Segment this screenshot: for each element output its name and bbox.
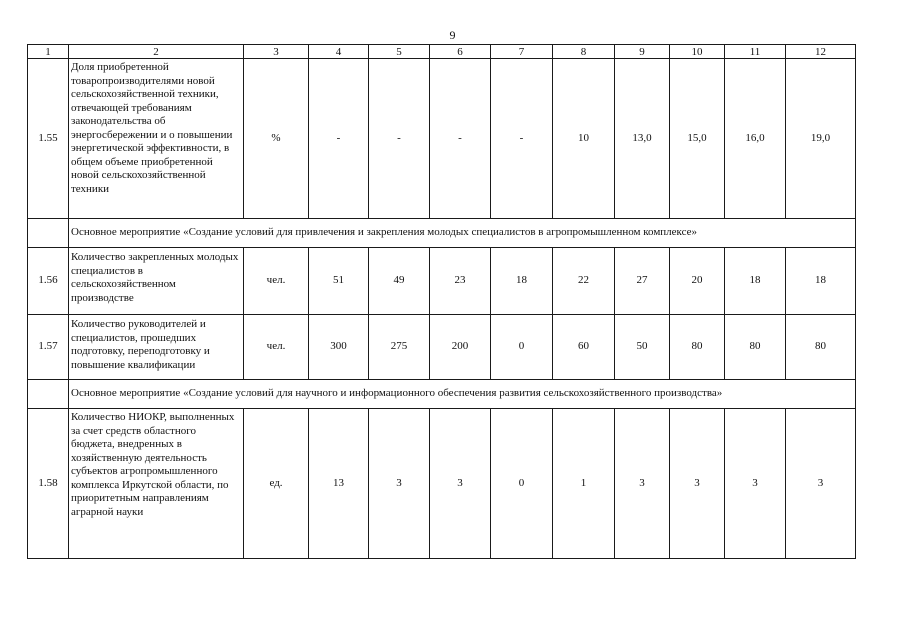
section-row: [28, 219, 856, 248]
value-cell: 3: [430, 409, 491, 559]
value-cell: 1: [553, 409, 615, 559]
column-header: 11: [725, 45, 786, 59]
indicator-name: Количество руководителей и специалистов, прошедших подготовку, переподготовку и повышение квалификации: [69, 315, 244, 380]
value-cell: 3: [786, 409, 856, 559]
unit-cell: %: [244, 59, 309, 219]
value-cell: 3: [615, 409, 670, 559]
table-row: [28, 315, 856, 380]
column-header: 10: [670, 45, 725, 59]
indicator-name: Количество НИОКР, выполненных за счет средств областного бюджета, внедренных в хозяйственную деятельность субъектов агропромышленного комплекса Иркутской области, по приоритетным направлениям аграрной науки: [69, 409, 244, 559]
value-cell: 80: [670, 315, 725, 380]
value-cell: 50: [615, 315, 670, 380]
value-cell: 80: [725, 315, 786, 380]
column-header: 3: [244, 45, 309, 59]
row-number: 1.57: [28, 315, 69, 380]
table-row: [28, 409, 856, 559]
value-cell: 0: [491, 409, 553, 559]
table-row: [28, 248, 856, 315]
page-number: 9: [449, 28, 456, 42]
value-cell: 23: [430, 248, 491, 315]
value-cell: -: [491, 59, 553, 219]
unit-cell: чел.: [244, 315, 309, 380]
value-cell: 13,0: [615, 59, 670, 219]
value-cell: 13: [309, 409, 369, 559]
value-cell: 300: [309, 315, 369, 380]
column-header: 12: [786, 45, 856, 59]
indicators-table: [27, 44, 856, 559]
table-row: [28, 59, 856, 219]
value-cell: 200: [430, 315, 491, 380]
value-cell: 18: [786, 248, 856, 315]
section-row: [28, 380, 856, 409]
value-cell: -: [369, 59, 430, 219]
section-title: Основное мероприятие «Создание условий для привлечения и закрепления молодых специалистов в агропромышленном комплексе»: [69, 219, 856, 248]
value-cell: 49: [369, 248, 430, 315]
value-cell: 19,0: [786, 59, 856, 219]
value-cell: 51: [309, 248, 369, 315]
column-header: 1: [28, 45, 69, 59]
column-header: 7: [491, 45, 553, 59]
value-cell: 16,0: [725, 59, 786, 219]
value-cell: 60: [553, 315, 615, 380]
column-header: 4: [309, 45, 369, 59]
value-cell: 27: [615, 248, 670, 315]
section-title: Основное мероприятие «Создание условий для научного и информационного обеспечения развития сельскохозяйственного производства»: [69, 380, 856, 409]
value-cell: 10: [553, 59, 615, 219]
value-cell: 80: [786, 315, 856, 380]
value-cell: 18: [491, 248, 553, 315]
value-cell: 18: [725, 248, 786, 315]
value-cell: 3: [725, 409, 786, 559]
indicator-name: Количество закрепленных молодых специалистов в сельскохозяйственном производстве: [69, 248, 244, 315]
value-cell: 3: [369, 409, 430, 559]
value-cell: 20: [670, 248, 725, 315]
column-header: 8: [553, 45, 615, 59]
indicator-name: Доля приобретенной товаропроизводителями новой сельскохозяйственной техники, отвечающей требованиям законодательства об энергосбережении и о повышении энергетической эффективности, в общем объеме приобретенной новой сельскохозяйственной техники: [69, 59, 244, 219]
column-number-row: [28, 45, 856, 59]
row-number: 1.56: [28, 248, 69, 315]
column-header: 9: [615, 45, 670, 59]
value-cell: 0: [491, 315, 553, 380]
row-number: [28, 219, 69, 248]
column-header: 2: [69, 45, 244, 59]
unit-cell: чел.: [244, 248, 309, 315]
unit-cell: ед.: [244, 409, 309, 559]
row-number: 1.58: [28, 409, 69, 559]
row-number: [28, 380, 69, 409]
value-cell: 15,0: [670, 59, 725, 219]
column-header: 5: [369, 45, 430, 59]
row-number: 1.55: [28, 59, 69, 219]
value-cell: 3: [670, 409, 725, 559]
value-cell: 275: [369, 315, 430, 380]
column-header: 6: [430, 45, 491, 59]
value-cell: -: [309, 59, 369, 219]
value-cell: -: [430, 59, 491, 219]
value-cell: 22: [553, 248, 615, 315]
